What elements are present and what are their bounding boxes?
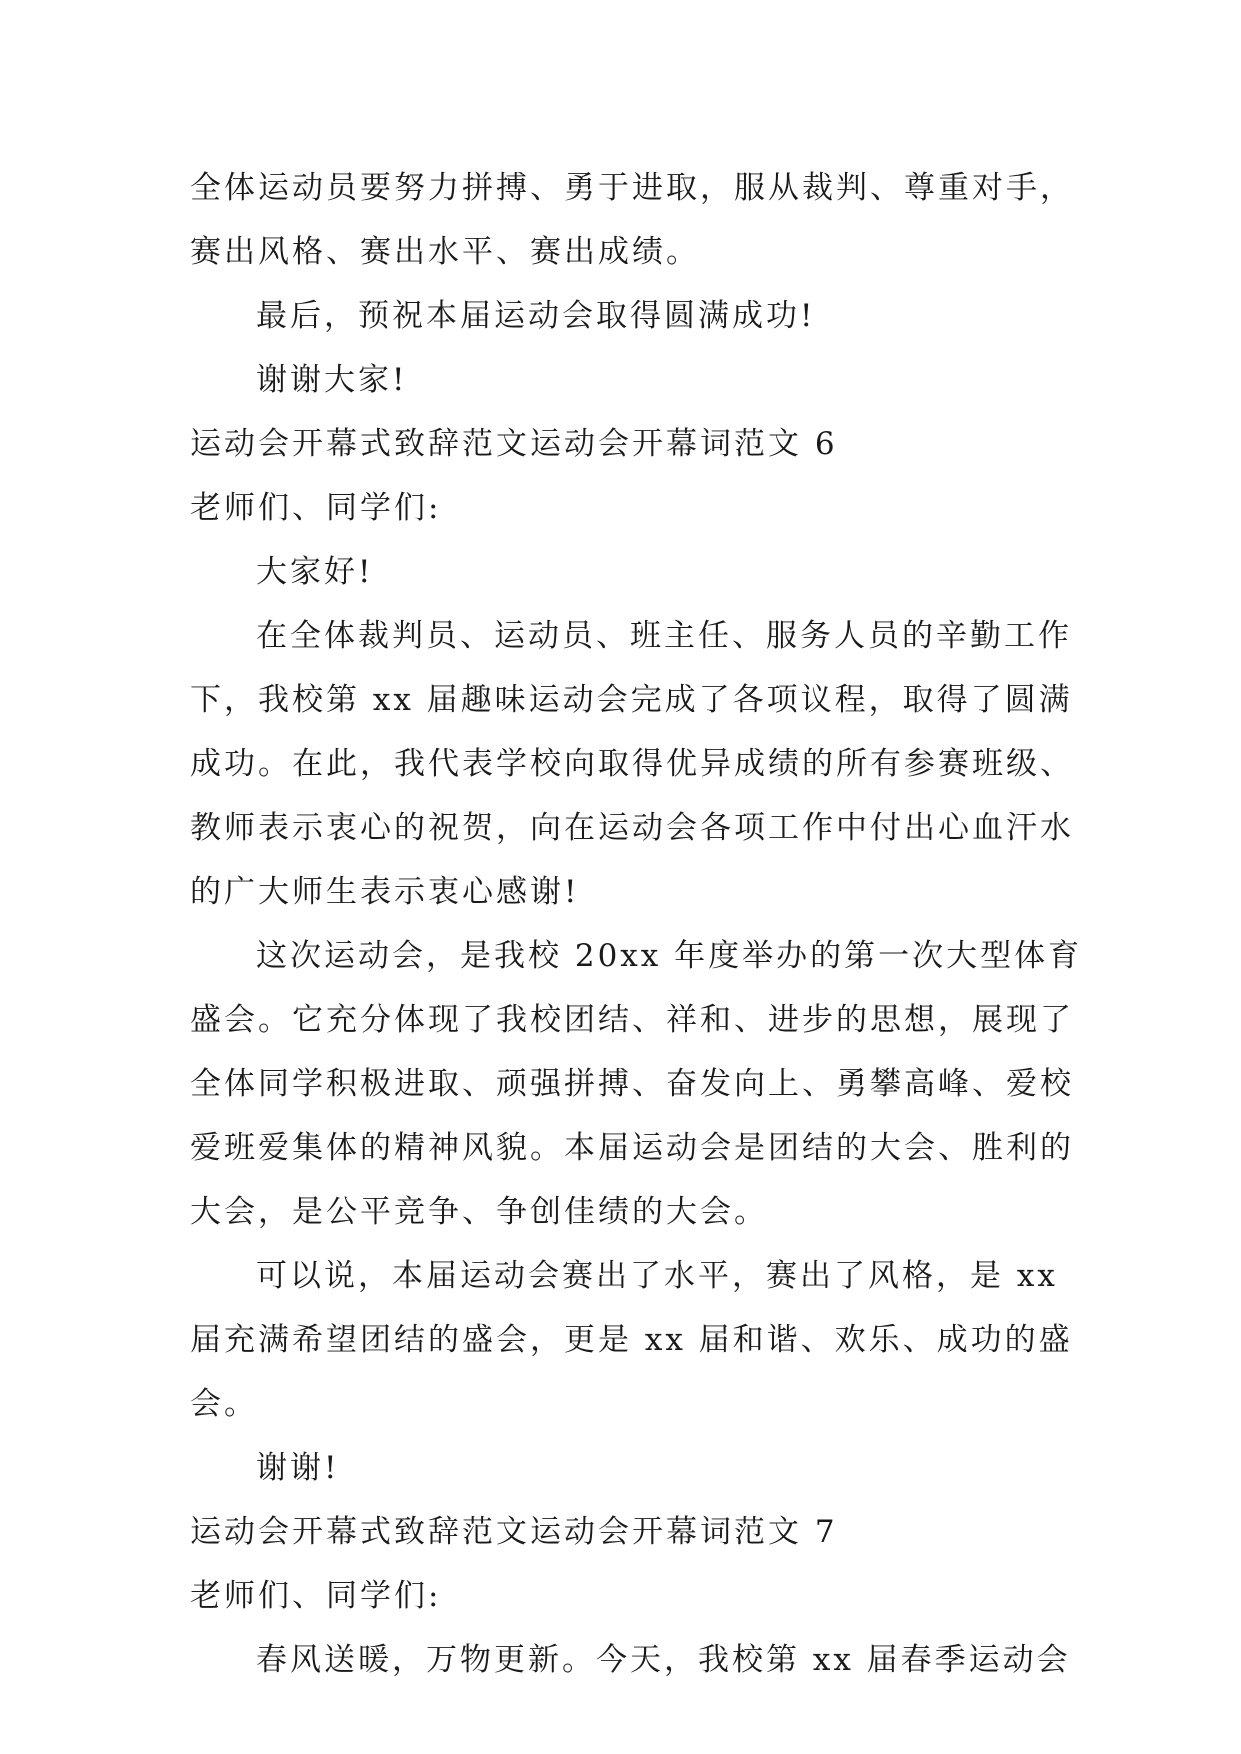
paragraph-line: 谢谢! <box>256 1450 340 1486</box>
paragraph-line: 教师表示衷心的祝贺，向在运动会各项工作中付出心血汗水 <box>190 810 1074 846</box>
paragraph-line: 赛出风格、赛出水平、赛出成绩。 <box>190 234 700 270</box>
paragraph-line: 爱班爱集体的精神风貌。本届运动会是团结的大会、胜利的 <box>190 1130 1074 1166</box>
paragraph-line: 的广大师生表示衷心感谢! <box>190 874 580 910</box>
paragraph-line: 成功。在此，我代表学校向取得优异成绩的所有参赛班级、 <box>190 746 1074 782</box>
paragraph-line: 会。 <box>190 1386 258 1422</box>
paragraph-line: 这次运动会，是我校 20xx 年度举办的第一次大型体育 <box>256 938 1083 974</box>
salutation: 老师们、同学们: <box>190 490 442 526</box>
paragraph-line: 在全体裁判员、运动员、班主任、服务人员的辛勤工作 <box>256 618 1072 654</box>
paragraph-line: 下，我校第 xx 届趣味运动会完成了各项议程，取得了圆满 <box>190 682 1073 718</box>
paragraph-line: 谢谢大家! <box>256 362 408 398</box>
paragraph-line: 大会，是公平竞争、争创佳绩的大会。 <box>190 1194 768 1230</box>
paragraph-line: 最后，预祝本届运动会取得圆满成功! <box>256 298 816 334</box>
salutation: 老师们、同学们: <box>190 1578 442 1614</box>
paragraph-line: 大家好! <box>256 554 374 590</box>
paragraph-line: 春风送暖，万物更新。今天，我校第 xx 届春季运动会 <box>256 1642 1071 1678</box>
paragraph-line: 可以说，本届运动会赛出了水平，赛出了风格，是 xx <box>256 1258 1058 1294</box>
section-heading: 运动会开幕式致辞范文运动会开幕词范文 7 <box>190 1514 838 1550</box>
paragraph-line: 盛会。它充分体现了我校团结、祥和、进步的思想，展现了 <box>190 1002 1074 1038</box>
section-heading: 运动会开幕式致辞范文运动会开幕词范文 6 <box>190 426 838 462</box>
paragraph-line: 届充满希望团结的盛会，更是 xx 届和谐、欢乐、成功的盛 <box>190 1322 1073 1358</box>
paragraph-line: 全体同学积极进取、顽强拼搏、奋发向上、勇攀高峰、爱校 <box>190 1066 1074 1102</box>
paragraph-line: 全体运动员要努力拼搏、勇于进取，服从裁判、尊重对手， <box>190 170 1074 206</box>
